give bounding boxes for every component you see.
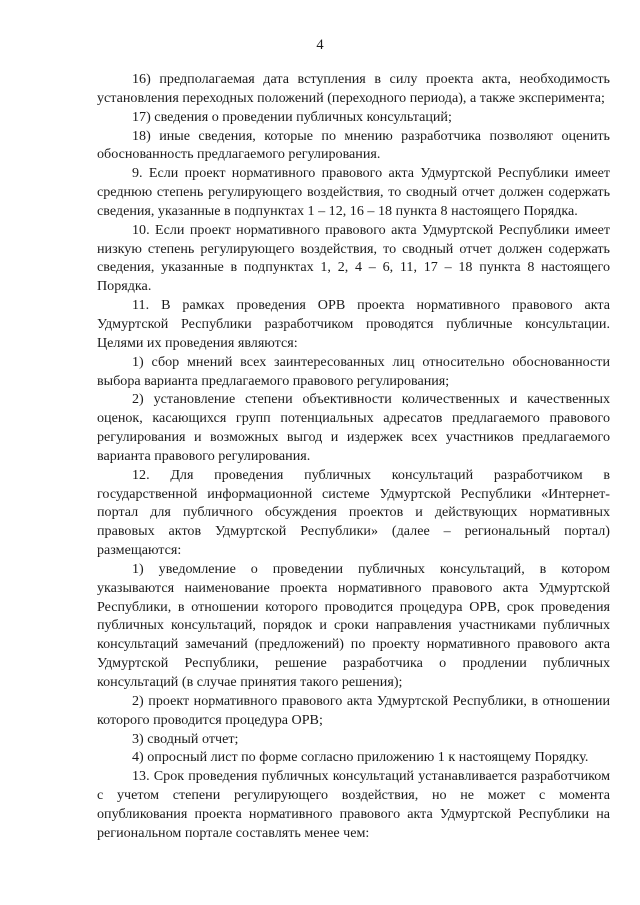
clause-11-item-1: 1) сбор мнений всех заинтересованных лиц относительно обоснованности выбора варианта предлагаемого правового регулирования; [97,353,610,389]
subitem-17: 17) сведения о проведении публичных консультаций; [132,108,452,125]
clause-12-item-2: 2) проект нормативного правового акта Удмуртской Республики, в отношении которого проводится процедура ОРВ; [97,692,610,728]
subitem-16: 16) предполагаемая дата вступления в силу проекта акта, необходимость установления переходных положений (переходного периода), а также эксперимента; [97,71,610,106]
subitem-18: 18) иные сведения, которые по мнению разработчика позволяют оценить обоснованность предлагаемого регулирования. [97,127,610,163]
clause-11: 11. В рамках проведения ОРВ проекта нормативного правового акта Удмуртской Республики разработчиком проводятся публичные консультации. Целями их проведения являются: [97,297,610,351]
clause-12-item-3: 3) сводный отчет; [132,730,239,747]
clause-10: 10. Если проект нормативного правового акта Удмуртской Республики имеет низкую степень регулирующего воздействия, то сводный отчет должен содержать сведения, указанные в подпунктах 1, 2, 4 – 6, 11, 17 – 18 пункта 8 настоящего Порядка. [97,221,610,295]
clause-12: 12. Для проведения публичных консультаций разработчиком в государственной информационной системе Удмуртской Республики «Интернет-портал для публичного обсуждения проектов и действующих нормативных правовых актов Удмуртской Республики» (далее – региональный портал) размещаются: [97,466,610,559]
clause-11-item-2: 2) установление степени объективности количественных и качественных оценок, касающихся групп потенциальных адресатов предлагаемого правового регулирования и возможных выгод и издержек всех участников предлагаемого варианта правового регулирования. [97,391,610,464]
clause-9: 9. Если проект нормативного правового акта Удмуртской Республики имеет среднюю степень регулирующего воздействия, то сводный отчет должен содержать сведения, указанные в подпунктах 1 – 12, 16 – 18 пункта 8 настоящего Порядка. [97,165,610,219]
clause-12-item-1: 1) уведомление о проведении публичных консультаций, в котором указываются наименование проекта нормативного правового акта Удмуртской Республики, в отношении которого проводится процедура ОРВ, срок проведения публичных консультаций, порядок и сроки направления участниками публичных консультаций замечаний (предложений) по проекту нормативного правового акта Удмуртской Республики, решение разработчика о продлении публичных консультаций (в случае принятия такого решения); [97,560,610,690]
clause-13: 13. Срок проведения публичных консультаций устанавливается разработчиком с учетом степени регулирующего воздействия, но не может с момента опубликования проекта нормативного правового акта Удмуртской Республики на региональном портале составлять менее чем: [97,768,610,841]
document-body [97,70,610,843]
page-number: 4 [316,37,324,53]
clause-12-item-4: 4) опросный лист по форме согласно приложению 1 к настоящему Порядку. [132,749,589,766]
